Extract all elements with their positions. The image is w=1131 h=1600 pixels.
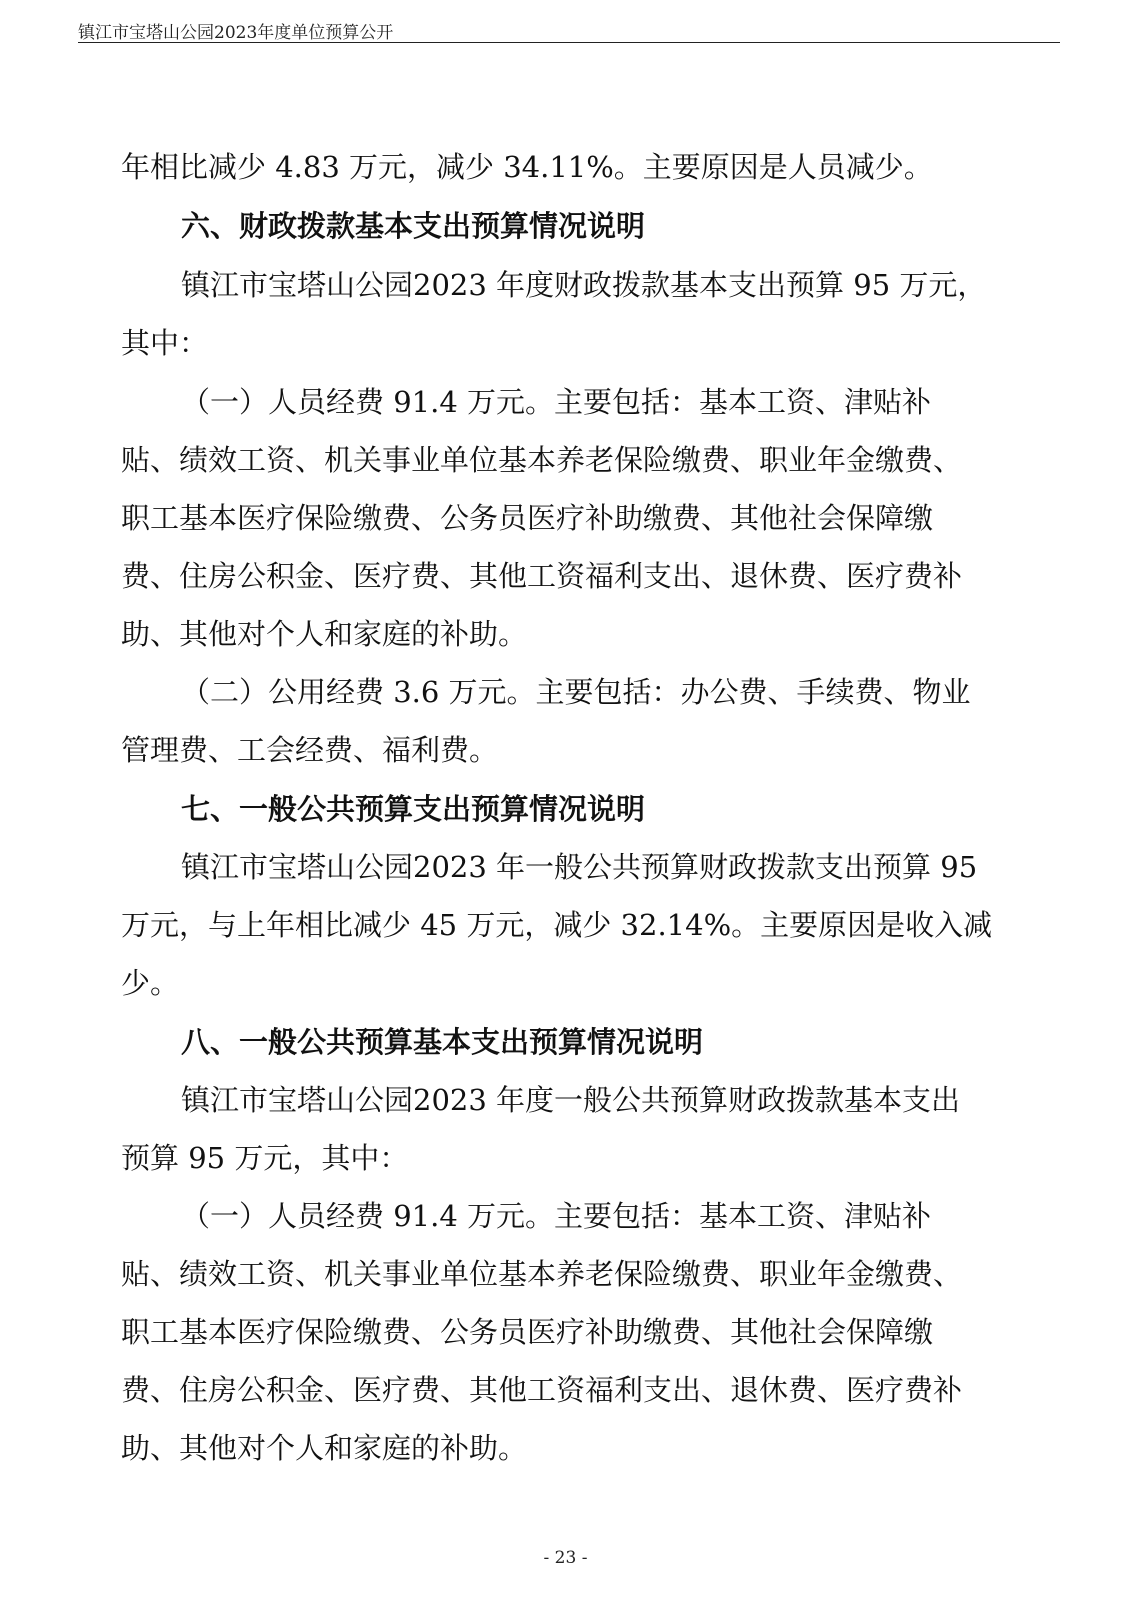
paragraph-line: 职工基本医疗保险缴费、公务员医疗补助缴费、其他社会保障缴 xyxy=(121,1315,934,1349)
page-number: - 23 - xyxy=(543,1548,588,1568)
document-title: 镇江市宝塔山公园2023年度单位预算公开 xyxy=(78,23,394,43)
paragraph-line: 万元，与上年相比减少 45 万元，减少 32.14%。主要原因是收入减 xyxy=(121,908,993,942)
paragraph-line: 贴、绩效工资、机关事业单位基本养老保险缴费、职业年金缴费、 xyxy=(121,1257,963,1291)
paragraph-line: 贴、绩效工资、机关事业单位基本养老保险缴费、职业年金缴费、 xyxy=(121,443,963,477)
paragraph-line: 预算 95 万元，其中： xyxy=(121,1141,409,1175)
paragraph-line: 镇江市宝塔山公园2023 年度一般公共预算财政拨款基本支出 xyxy=(181,1083,961,1117)
paragraph-line: 费、住房公积金、医疗费、其他工资福利支出、退休费、医疗费补 xyxy=(121,1373,963,1407)
paragraph-line: 费、住房公积金、医疗费、其他工资福利支出、退休费、医疗费补 xyxy=(121,559,963,593)
paragraph-line: 镇江市宝塔山公园2023 年度财政拨款基本支出预算 95 万元， xyxy=(181,268,987,302)
paragraph-line: 其中： xyxy=(121,326,209,360)
paragraph-line: （一）人员经费 91.4 万元。主要包括：基本工资、津贴补 xyxy=(181,385,932,419)
section-heading-6: 六、财政拨款基本支出预算情况说明 xyxy=(181,209,646,243)
paragraph-line: （一）人员经费 91.4 万元。主要包括：基本工资、津贴补 xyxy=(181,1199,932,1233)
paragraph-line: （二）公用经费 3.6 万元。主要包括：办公费、手续费、物业 xyxy=(181,675,971,709)
paragraph-line: 职工基本医疗保险缴费、公务员医疗补助缴费、其他社会保障缴 xyxy=(121,501,934,535)
section-heading-7: 七、一般公共预算支出预算情况说明 xyxy=(181,792,646,826)
paragraph-line: 助、其他对个人和家庭的补助。 xyxy=(121,617,528,651)
section-heading-8: 八、一般公共预算基本支出预算情况说明 xyxy=(181,1025,704,1059)
paragraph-line: 管理费、工会经费、福利费。 xyxy=(121,733,499,767)
page-header xyxy=(78,12,1060,43)
paragraph-line: 助、其他对个人和家庭的补助。 xyxy=(121,1431,528,1465)
paragraph-line: 年相比减少 4.83 万元，减少 34.11%。主要原因是人员减少。 xyxy=(121,150,933,184)
paragraph-line: 镇江市宝塔山公园2023 年一般公共预算财政拨款支出预算 95 xyxy=(181,850,978,884)
paragraph-line: 少。 xyxy=(121,966,180,1000)
